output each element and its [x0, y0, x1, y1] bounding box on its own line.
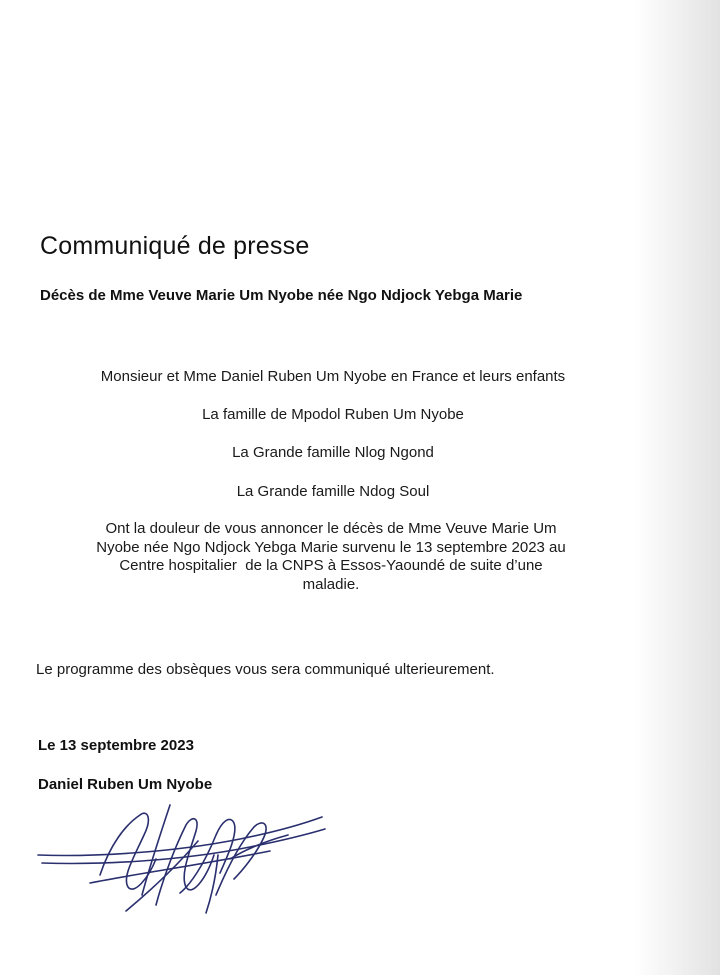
family-line-1: Monsieur et Mme Daniel Ruben Um Nyobe en France et leurs enfants	[100, 368, 566, 385]
announcement-line-3: Centre hospitalier de la CNPS à Essos-Yaoundé de suite d’une	[119, 557, 543, 574]
announcement-paragraph	[40, 520, 622, 594]
date-line: Le 13 septembre 2023	[38, 737, 194, 754]
signer-name: Daniel Ruben Um Nyobe	[38, 776, 213, 793]
family-line-3: La Grande famille Nlog Ngond	[232, 444, 434, 461]
family-line-4: La Grande famille Ndog Soul	[236, 483, 430, 500]
handwritten-signature	[30, 795, 330, 920]
page-title: Communiqué de presse	[40, 232, 310, 260]
announcement-line-1: Ont la douleur de vous annoncer le décès de Mme Veuve Marie Um	[105, 520, 557, 537]
family-line-2: La famille de Mpodol Ruben Um Nyobe	[202, 406, 464, 423]
announcement-line-2: Nyobe née Ngo Ndjock Yebga Marie survenu le 13 septembre 2023 au	[96, 538, 566, 556]
announcement-line-4: maladie.	[302, 575, 360, 593]
program-notice: Le programme des obsèques vous sera communiqué ulterieurement.	[36, 661, 495, 678]
document-subtitle: Décès de Mme Veuve Marie Um Nyobe née Ngo Ndjock Yebga Marie	[40, 287, 523, 304]
